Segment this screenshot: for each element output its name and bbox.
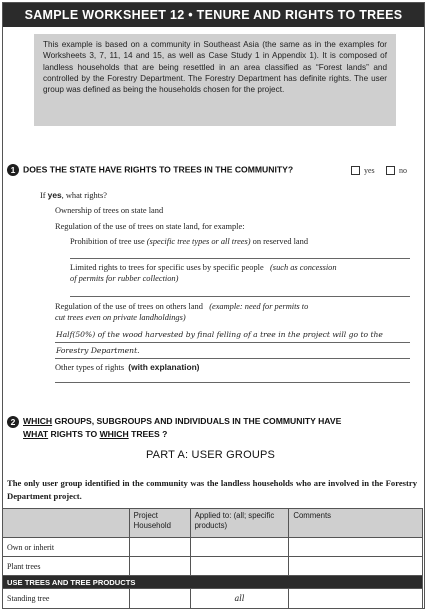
worksheet-title: SAMPLE WORKSHEET 12 • TENURE AND RIGHTS TO TREES bbox=[3, 3, 424, 27]
handwritten-answer-2: Forestry Department. bbox=[56, 346, 140, 355]
header-comments: Comments bbox=[289, 509, 423, 538]
row-label: Plant trees bbox=[3, 557, 130, 576]
row-label: Standing tree bbox=[3, 589, 130, 609]
limited-example: of permits for rubber collection) bbox=[70, 274, 179, 283]
cell-comments[interactable] bbox=[289, 538, 423, 557]
intro-box: This example is based on a community in Southeast Asia (the same as in the examples for Worksheets 3, 7, 11, 14 and 15, as well as Case Study 1 in Appendix 1). It is composed of landless households that are being resettled in an area classified as “Forest lands” and controlled by the Forestry Department. The Forestry Department has definite rights. The user group was defined as being the households chosen for the project. bbox=[34, 34, 396, 126]
if-yes-bold: yes bbox=[47, 190, 62, 200]
question-1-text: DOES THE STATE HAVE RIGHTS TO TREES IN THE COMMUNITY? bbox=[23, 164, 294, 175]
question-2-number: 2 bbox=[7, 416, 19, 428]
header-empty bbox=[3, 509, 130, 538]
answer-line-other[interactable] bbox=[55, 382, 410, 383]
section-label: USE TREES AND TREE PRODUCTS bbox=[3, 576, 423, 589]
table-section-row bbox=[3, 576, 423, 589]
question-2: 2 WHICH GROUPS, SUBGROUPS AND INDIVIDUALS IN THE COMMUNITY HAVE WHAT RIGHTS TO WHICH TREES ? bbox=[7, 415, 417, 441]
answer-line-limited[interactable] bbox=[70, 296, 410, 297]
cell-comments[interactable] bbox=[289, 589, 423, 609]
answer-line-2[interactable] bbox=[55, 358, 410, 359]
yes-checkbox[interactable] bbox=[351, 166, 360, 175]
table-row bbox=[3, 538, 423, 557]
header-applied-to: Applied to: (all; specific products) bbox=[190, 509, 289, 538]
cell-applied[interactable] bbox=[190, 538, 289, 557]
no-checkbox[interactable] bbox=[386, 166, 395, 175]
prohibition-text: Prohibition of tree use (specific tree types or all trees) on reserved land bbox=[70, 237, 309, 246]
cell-household[interactable] bbox=[129, 557, 190, 576]
question-1-number: 1 bbox=[7, 164, 19, 176]
yes-label: yes bbox=[364, 166, 375, 175]
part-a-text: The only user group identified in the community was the landless households who are involved in the Forestry Department project. bbox=[7, 478, 417, 501]
regulation-text: Regulation of the use of trees on state land, for example: bbox=[55, 222, 245, 231]
header-project-household: Project Household bbox=[129, 509, 190, 538]
others-land-text: Regulation of the use of trees on others land (example: need for permits to bbox=[55, 302, 309, 311]
other-types-text: Other types of rights (with explanation) bbox=[55, 362, 200, 372]
cell-household[interactable] bbox=[129, 538, 190, 557]
table-row bbox=[3, 557, 423, 576]
limited-text: Limited rights to trees for specific uses by specific people (such as concession bbox=[70, 263, 337, 272]
user-groups-table bbox=[2, 508, 423, 609]
cell-applied[interactable]: all bbox=[190, 589, 289, 609]
cell-applied[interactable] bbox=[190, 557, 289, 576]
cell-household[interactable] bbox=[129, 589, 190, 609]
handwritten-answer-1: Half(50%) of the wood harvested by final felling of a tree in the project will go to the bbox=[56, 330, 383, 339]
answer-line-prohibition[interactable] bbox=[70, 258, 410, 259]
others-land-example: cut trees even on private landholdings) bbox=[55, 313, 186, 322]
table-header-row bbox=[3, 509, 423, 538]
if-yes-line: If yes, what rights? bbox=[40, 190, 108, 200]
table-row bbox=[3, 589, 423, 609]
cell-comments[interactable] bbox=[289, 557, 423, 576]
no-label: no bbox=[399, 166, 407, 175]
question-1 bbox=[7, 164, 293, 176]
answer-line-1[interactable] bbox=[55, 342, 410, 343]
row-label: Own or inherit bbox=[3, 538, 130, 557]
ownership-text: Ownership of trees on state land bbox=[55, 206, 164, 215]
part-a-heading: PART A: USER GROUPS bbox=[145, 449, 276, 461]
